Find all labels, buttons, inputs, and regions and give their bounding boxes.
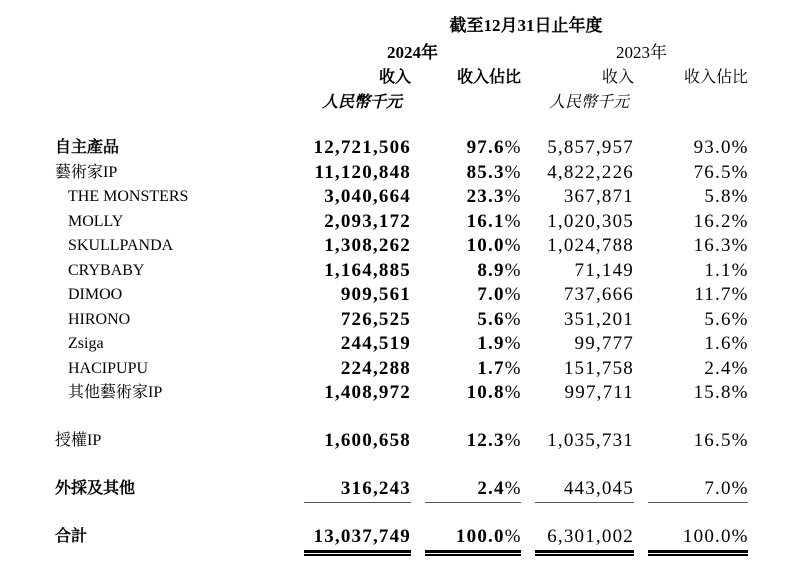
share-2024 [425, 283, 521, 308]
year-2024-header: 2024年 [387, 43, 438, 62]
revenue-2023: 99,777 [574, 333, 634, 354]
year-2023-header: 2023年 [616, 43, 667, 62]
share-value: 7.0 [477, 284, 505, 305]
share-2023 [648, 136, 748, 161]
table-row-hirono [55, 308, 748, 333]
row-label: THE MONSTERS [68, 188, 189, 205]
share-value: 15.8 [693, 382, 732, 403]
period-title: 截至12月31日止年度 [449, 16, 603, 35]
row-label: 藝術家IP [55, 163, 118, 181]
percent-sign: % [731, 235, 748, 256]
percent-sign: % [504, 526, 521, 547]
share-2024 [425, 357, 521, 382]
row-label: CRYBABY [68, 261, 145, 279]
share-2023 [648, 357, 748, 382]
share-2023 [648, 210, 748, 235]
percent-sign: % [731, 284, 748, 305]
row-label: 自主產品 [55, 139, 120, 156]
share-2024 [425, 210, 521, 235]
share-2024 [425, 525, 521, 553]
table-row-licensed-ip [55, 429, 748, 454]
percent-sign: % [731, 210, 748, 232]
revenue-2024: 12,721,506 [313, 137, 411, 158]
table-row-dimoo [55, 283, 748, 308]
percent-sign: % [504, 382, 521, 403]
share-value: 97.6 [466, 137, 505, 158]
share-value: 1.7 [477, 357, 505, 379]
row-label: HIRONO [68, 310, 131, 328]
share-value: 23.3 [466, 186, 505, 207]
percent-sign: % [504, 333, 521, 354]
row-label: Zsiga [68, 335, 104, 352]
share-2023 [648, 332, 748, 357]
percent-sign: % [731, 526, 748, 547]
share-2024 [425, 136, 521, 161]
col-revenue-2023-header: 收入 [601, 69, 634, 86]
revenue-2024: 1,308,262 [324, 235, 411, 256]
share-2024 [425, 308, 521, 333]
revenue-2024: 1,600,658 [324, 430, 411, 451]
row-label: 其他藝術家IP [68, 384, 163, 401]
share-2023 [648, 283, 748, 308]
share-value: 16.5 [693, 430, 732, 451]
table-row-artist-ip [55, 161, 748, 186]
revenue-2024: 224,288 [340, 357, 411, 379]
row-label: MOLLY [68, 212, 124, 230]
revenue-2024: 316,243 [304, 477, 411, 503]
share-value: 11.7 [694, 284, 732, 305]
table-header-years [55, 40, 734, 65]
row-label: 合計 [55, 528, 88, 545]
percent-sign: % [504, 478, 521, 499]
revenue-2023: 997,711 [564, 382, 634, 403]
revenue-2023: 151,758 [563, 357, 634, 379]
share-2024 [425, 161, 521, 186]
share-value: 2.4 [704, 357, 732, 379]
share-value: 85.3 [466, 161, 505, 183]
col-share-2024-header: 收入佔比 [456, 69, 521, 86]
share-value: 76.5 [693, 161, 732, 183]
table-row-hacipupu [55, 357, 748, 382]
table-row-zsiga [55, 332, 748, 357]
percent-sign: % [731, 478, 748, 499]
row-label: SKULLPANDA [68, 237, 174, 254]
share-2024 [425, 429, 521, 454]
share-value: 10.8 [466, 382, 505, 403]
share-2024 [425, 381, 521, 406]
percent-sign: % [504, 357, 521, 379]
share-value: 93.0 [693, 137, 732, 158]
share-value: 16.3 [693, 235, 732, 256]
share-2024 [425, 185, 521, 210]
table-row-self-developed-products [55, 136, 748, 161]
percent-sign: % [504, 284, 521, 305]
table-header-period [55, 14, 734, 40]
revenue-2023: 4,822,226 [547, 161, 634, 183]
percent-sign: % [731, 137, 748, 158]
percent-sign: % [731, 259, 748, 281]
percent-sign: % [504, 308, 521, 330]
share-value: 1.6 [704, 333, 732, 354]
share-2024 [425, 477, 521, 503]
share-2023 [648, 429, 748, 454]
share-value: 10.0 [466, 235, 505, 256]
percent-sign: % [504, 161, 521, 183]
share-2023 [648, 185, 748, 210]
share-2024 [425, 234, 521, 259]
share-value: 7.0 [704, 478, 732, 499]
revenue-2023: 737,666 [563, 284, 634, 305]
revenue-2024: 13,037,749 [304, 525, 411, 553]
revenue-2023: 1,024,788 [547, 235, 634, 256]
table-header-columns [55, 65, 748, 90]
share-2023 [648, 525, 748, 553]
share-value: 12.3 [466, 430, 505, 451]
revenue-2023: 5,857,957 [547, 137, 634, 158]
row-label: DIMOO [68, 286, 123, 303]
table-row-crybaby [55, 259, 748, 284]
table-row-the-monsters [55, 185, 748, 210]
percent-sign: % [504, 259, 521, 281]
share-value: 100.0 [682, 526, 732, 547]
percent-sign: % [731, 333, 748, 354]
share-value: 100.0 [455, 526, 505, 547]
percent-sign: % [731, 382, 748, 403]
revenue-2023: 351,201 [563, 308, 634, 330]
row-label: 授權IP [55, 432, 102, 449]
revenue-2023: 6,301,002 [535, 525, 634, 553]
revenue-2024: 244,519 [340, 333, 411, 354]
revenue-2024: 2,093,172 [324, 210, 411, 232]
share-value: 5.8 [704, 186, 732, 207]
revenue-2024: 1,164,885 [324, 259, 411, 281]
share-value: 8.9 [477, 259, 505, 281]
revenue-2023: 367,871 [563, 186, 634, 207]
share-value: 16.1 [466, 210, 505, 232]
percent-sign: % [731, 357, 748, 379]
table-row-molly [55, 210, 748, 235]
share-value: 5.6 [704, 308, 732, 330]
percent-sign: % [731, 186, 748, 207]
percent-sign: % [504, 210, 521, 232]
percent-sign: % [504, 137, 521, 158]
revenue-2023: 71,149 [574, 259, 634, 281]
row-label: HACIPUPU [68, 359, 149, 377]
revenue-2024: 1,408,972 [324, 382, 411, 403]
percent-sign: % [504, 235, 521, 256]
unit-2023-label: 人民幣千元 [549, 94, 630, 111]
share-value: 2.4 [477, 478, 505, 499]
revenue-2023: 443,045 [535, 477, 634, 503]
unit-2024-label: 人民幣千元 [322, 94, 403, 111]
revenue-2023: 1,035,731 [547, 430, 634, 451]
header-body-gap [55, 115, 734, 136]
share-2023 [648, 259, 748, 284]
table-row-total [55, 525, 748, 550]
share-2023 [648, 477, 748, 503]
row-label-spacer [55, 65, 290, 90]
share-value: 16.2 [693, 210, 732, 232]
revenue-2024: 726,525 [340, 308, 411, 330]
revenue-2024: 11,120,848 [314, 161, 411, 183]
share-value: 1.9 [477, 333, 505, 354]
revenue-2024: 909,561 [340, 284, 411, 305]
share-value: 5.6 [477, 308, 505, 330]
table-header-units [55, 90, 734, 115]
share-2024 [425, 259, 521, 284]
percent-sign: % [504, 186, 521, 207]
table-row-other-artist-ip [55, 381, 748, 406]
share-2023 [648, 308, 748, 333]
percent-sign: % [731, 161, 748, 183]
row-label: 外採及其他 [55, 480, 136, 497]
percent-sign: % [731, 308, 748, 330]
percent-sign: % [731, 430, 748, 451]
table-row-skullpanda [55, 234, 748, 259]
share-2023 [648, 381, 748, 406]
col-share-2023-header: 收入佔比 [683, 69, 748, 86]
table-row-external-sourcing-and-others [55, 477, 748, 502]
revenue-2024: 3,040,664 [324, 186, 411, 207]
share-2024 [425, 332, 521, 357]
col-revenue-2024-header: 收入 [378, 69, 411, 86]
share-value: 1.1 [704, 259, 732, 281]
share-2023 [648, 161, 748, 186]
share-2023 [648, 234, 748, 259]
percent-sign: % [504, 430, 521, 451]
revenue-2023: 1,020,305 [547, 210, 634, 232]
